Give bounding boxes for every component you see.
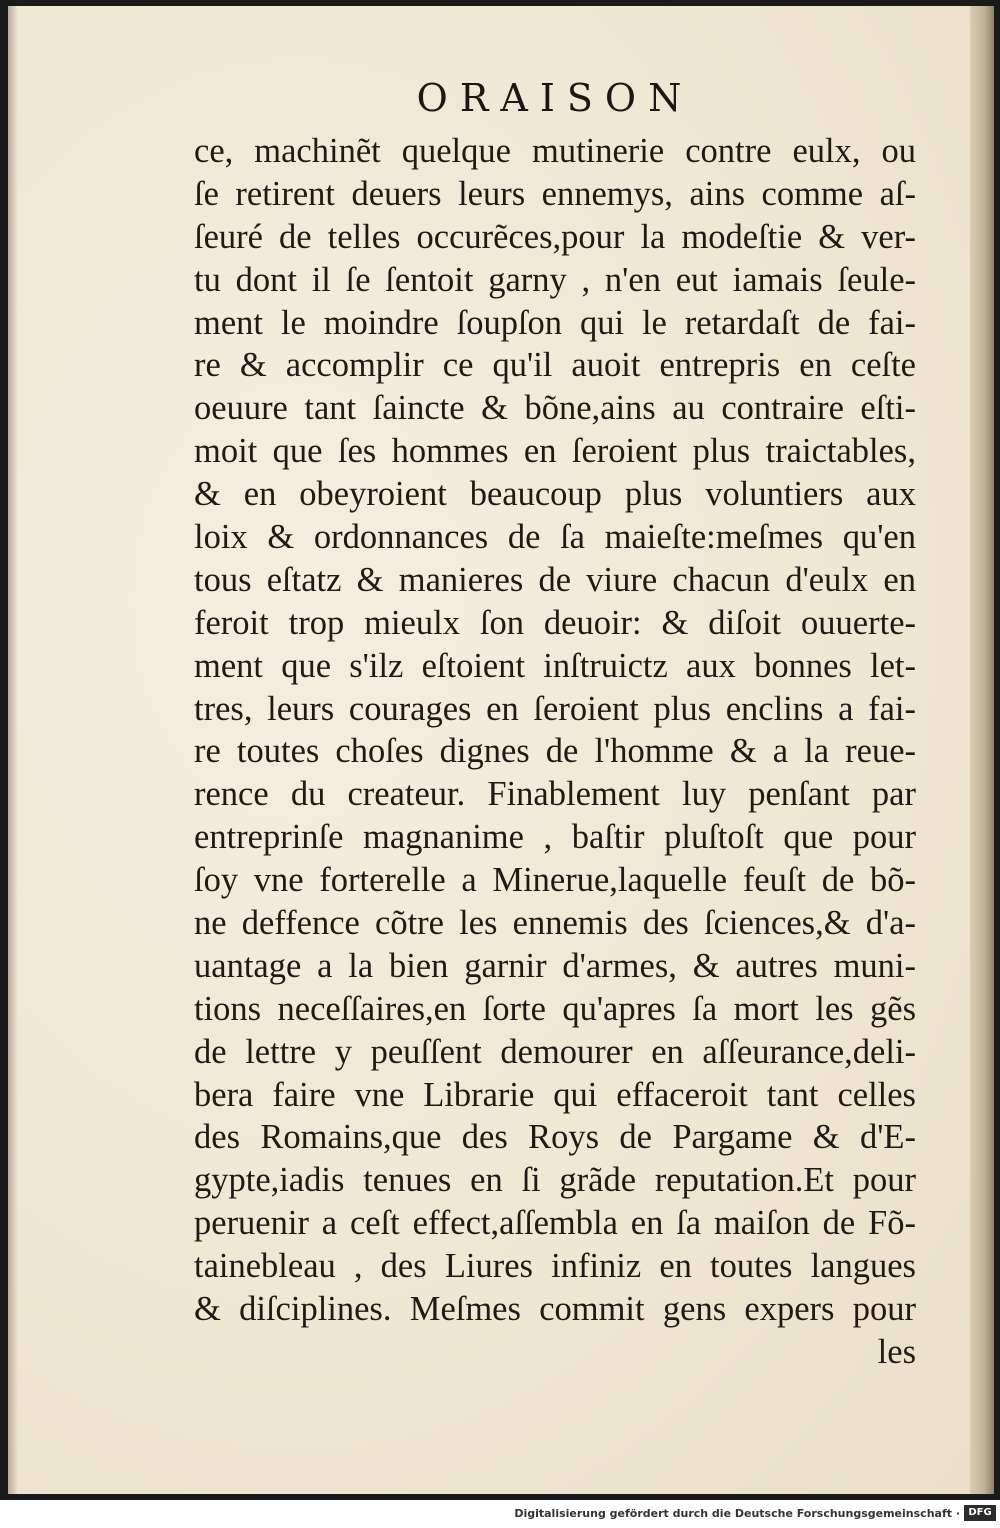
text-line: des Romains,que des Roys de Pargame & d'E- <box>194 1118 916 1157</box>
page-gutter-shadow <box>8 6 18 1494</box>
text-line: tres, leurs courages en ſeroient plus enclins a fai- <box>194 689 916 728</box>
text-line: tions neceſſaires,en ſorte qu'apres ſa mort les gẽs <box>194 989 916 1028</box>
text-line: ment le moindre ſoupſon qui le retardaſt de fai- <box>194 303 916 342</box>
footer-bar <box>0 1500 1000 1528</box>
text-line: ſoy vne forterelle a Minerue,laquelle feuſt de bõ- <box>194 861 916 900</box>
text-line: ce, machinẽt quelque mutinerie contre eulx, ou <box>194 132 916 170</box>
text-line: ſe retirent deuers leurs ennemys, ains comme aſ- <box>194 174 916 213</box>
text-line: re & accomplir ce qu'il auoit entrepris en ceſte <box>194 346 916 385</box>
catchword: les <box>877 1332 916 1371</box>
text-line: & en obeyroient beaucoup plus voluntiers aux <box>194 475 916 514</box>
text-line: rence du createur. Finablement luy penſant par <box>194 775 916 814</box>
text-line: ſeuré de telles occurẽces,pour la modeſtie & ver- <box>194 217 916 256</box>
text-line: feroit trop mieulx ſon deuoir: & diſoit ouuerte- <box>194 603 916 642</box>
text-line: oeuure tant ſaincte & bõne,ains au contraire eſti- <box>194 389 916 428</box>
text-line: entreprinſe magnanime , baſtir pluſtoſt que pour <box>194 818 916 857</box>
text-line: & diſciplines. Meſmes commit gens expers pour <box>194 1290 916 1329</box>
text-line: moit que ſes hommes en ſeroient plus traictables, <box>194 432 916 471</box>
text-line: bera faire vne Librarie qui effaceroit tant celles <box>194 1075 916 1114</box>
text-line: tous eſtatz & manieres de viure chacun d'eulx en <box>194 560 916 599</box>
text-line: loix & ordonnances de ſa maieſte:meſmes qu'en <box>194 518 916 557</box>
text-line: gypte,iadis tenues en ſi grãde reputation.Et pour <box>194 1161 916 1200</box>
text-line: de lettre y peuſſent demourer en aſſeurance,deli- <box>194 1032 916 1071</box>
running-head: ORAISON <box>416 76 694 120</box>
page-edge <box>970 6 994 1494</box>
text-line: ne deffence cõtre les ennemis des ſciences,& d'a- <box>194 904 916 943</box>
text-line: uantage a la bien garnir d'armes, & autres muni- <box>194 946 916 985</box>
dfg-logo-icon: DFG <box>964 1505 996 1521</box>
text-line: peruenir a ceſt effect,aſſembla en ſa maiſon de Fõ- <box>194 1204 916 1243</box>
text-line: re toutes choſes dignes de l'homme & a la reue- <box>194 732 916 771</box>
text-line: tu dont il ſe ſentoit garny , n'en eut iamais ſeule- <box>194 260 916 299</box>
text-line: tainebleau , des Liures infiniz en toutes langues <box>194 1247 916 1286</box>
text-line: ment que s'ilz eſtoient inſtruictz aux bonnes let- <box>194 646 916 685</box>
body-text <box>194 130 916 1374</box>
funding-credit: Digitalisierung gefördert durch die Deutsche Forschungsgemeinschaft · <box>514 1507 960 1520</box>
